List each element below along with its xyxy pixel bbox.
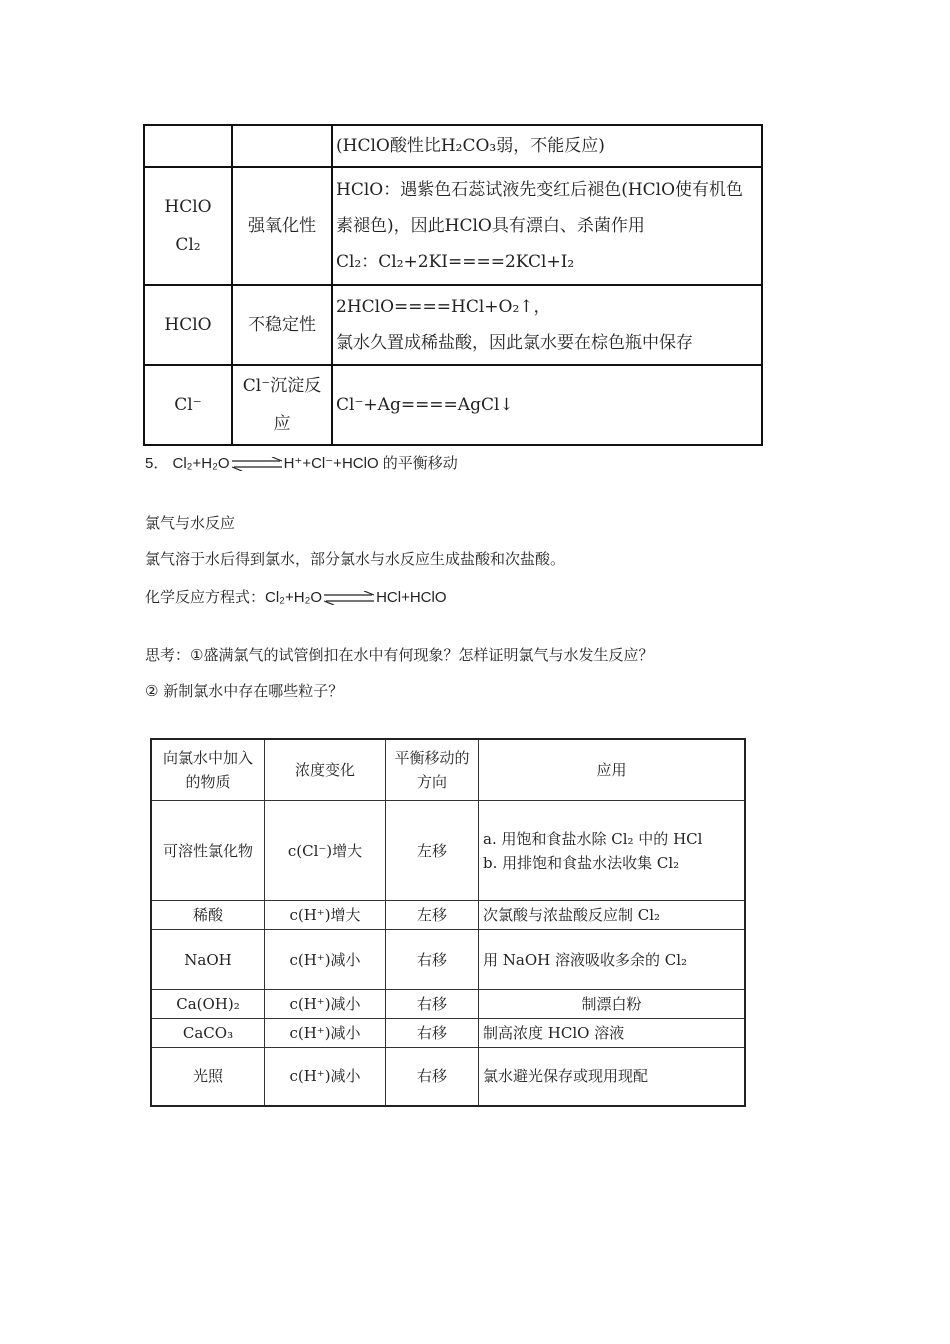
direction-cell: 右移 bbox=[386, 1048, 479, 1106]
property-cell: Cl⁻沉淀反应 bbox=[232, 365, 332, 445]
application-cell: 次氯酸与浓盐酸反应制 Cl₂ bbox=[479, 901, 746, 930]
question-1: 思考：①盛满氯气的试管倒扣在水中有何现象？怎样证明氯气与水发生反应？ bbox=[145, 646, 654, 664]
property-cell bbox=[232, 125, 332, 167]
equation-line bbox=[145, 586, 447, 607]
application-cell: 用 NaOH 溶液吸收多余的 Cl₂ bbox=[479, 930, 746, 990]
equilibrium-table bbox=[150, 738, 746, 1107]
table-row bbox=[144, 167, 762, 285]
application-cell: 氯水避光保存或现用现配 bbox=[479, 1048, 746, 1106]
description-cell bbox=[332, 285, 762, 365]
substance-cell: NaOH bbox=[151, 930, 265, 990]
substance-cell: Ca(OH)₂ bbox=[151, 990, 265, 1019]
paragraph: 氯气溶于水后得到氯水，部分氯水与水反应生成盐酸和次盐酸。 bbox=[145, 550, 566, 568]
substance-cell bbox=[144, 125, 232, 167]
substance-line: Cl₂ bbox=[175, 235, 201, 255]
table-row bbox=[151, 801, 745, 901]
question-2: ② 新制氯水中存在哪些粒子？ bbox=[145, 682, 344, 700]
table-row bbox=[151, 1048, 745, 1106]
table-row bbox=[151, 930, 745, 990]
substance-cell: 稀酸 bbox=[151, 901, 265, 930]
substance-cell: 光照 bbox=[151, 1048, 265, 1106]
table-row bbox=[151, 1019, 745, 1048]
direction-cell: 右移 bbox=[386, 930, 479, 990]
table-row bbox=[144, 365, 762, 445]
properties-table bbox=[143, 124, 763, 446]
equation-left: 化学反应方程式：Cl₂+H₂O bbox=[145, 589, 323, 606]
description-line: 2HClO====HCl+O₂↑， bbox=[336, 297, 551, 317]
application-cell: a. 用饱和食盐水除 Cl₂ 中的 HCl b. 用排饱和食盐水法收集 Cl₂ bbox=[479, 801, 746, 901]
table-header-row bbox=[151, 739, 745, 801]
header-cell: 向氯水中加入的物质 bbox=[151, 739, 265, 801]
property-cell: 强氧化性 bbox=[232, 167, 332, 285]
heading-left: 5． Cl₂+H₂O bbox=[145, 455, 230, 472]
change-cell: c(H⁺)减小 bbox=[265, 930, 386, 990]
table-row bbox=[144, 125, 762, 167]
change-cell: c(H⁺)减小 bbox=[265, 990, 386, 1019]
substance-cell: CaCO₃ bbox=[151, 1019, 265, 1048]
equilibrium-arrows-icon bbox=[322, 591, 376, 605]
application-cell: 制漂白粉 bbox=[479, 990, 746, 1019]
description-line: Cl⁻+Ag====AgCl↓ bbox=[336, 395, 514, 415]
table-row bbox=[151, 990, 745, 1019]
description-cell bbox=[332, 125, 762, 167]
table-row bbox=[144, 285, 762, 365]
change-cell: c(H⁺)减小 bbox=[265, 1019, 386, 1048]
change-cell: c(Cl⁻)增大 bbox=[265, 801, 386, 901]
description-line: 氯水久置成稀盐酸，因此氯水要在棕色瓶中保存 bbox=[336, 333, 693, 353]
description-cell bbox=[332, 167, 762, 285]
equilibrium-arrows-icon bbox=[230, 457, 284, 471]
substance-cell: 可溶性氯化物 bbox=[151, 801, 265, 901]
table-row bbox=[151, 901, 745, 930]
substance-cell bbox=[144, 167, 232, 285]
header-cell: 平衡移动的方向 bbox=[386, 739, 479, 801]
application-cell: 制高浓度 HClO 溶液 bbox=[479, 1019, 746, 1048]
description-line: HClO：遇紫色石蕊试液先变红后褪色(HClO使有机色 bbox=[336, 180, 744, 200]
description-line: (HClO酸性比H₂CO₃弱，不能反应) bbox=[336, 136, 605, 156]
equation-right: HCl+HClO bbox=[376, 589, 447, 606]
substance-cell: Cl⁻ bbox=[144, 365, 232, 445]
change-cell: c(H⁺)减小 bbox=[265, 1048, 386, 1106]
subtitle: 氯气与水反应 bbox=[145, 514, 236, 532]
substance-cell: HClO bbox=[144, 285, 232, 365]
description-cell bbox=[332, 365, 762, 445]
substance-line: HClO bbox=[164, 197, 212, 217]
change-cell: c(H⁺)增大 bbox=[265, 901, 386, 930]
heading-right: H⁺+Cl⁻+HClO 的平衡移动 bbox=[283, 455, 458, 472]
description-line: Cl₂：Cl₂+2KI====2KCl+I₂ bbox=[336, 252, 575, 272]
header-cell: 应用 bbox=[479, 739, 746, 801]
direction-cell: 右移 bbox=[386, 990, 479, 1019]
direction-cell: 左移 bbox=[386, 901, 479, 930]
direction-cell: 右移 bbox=[386, 1019, 479, 1048]
direction-cell: 左移 bbox=[386, 801, 479, 901]
description-line: 素褪色)，因此HClO具有漂白、杀菌作用 bbox=[336, 216, 645, 236]
property-cell: 不稳定性 bbox=[232, 285, 332, 365]
section-heading bbox=[145, 452, 458, 473]
header-cell: 浓度变化 bbox=[265, 739, 386, 801]
